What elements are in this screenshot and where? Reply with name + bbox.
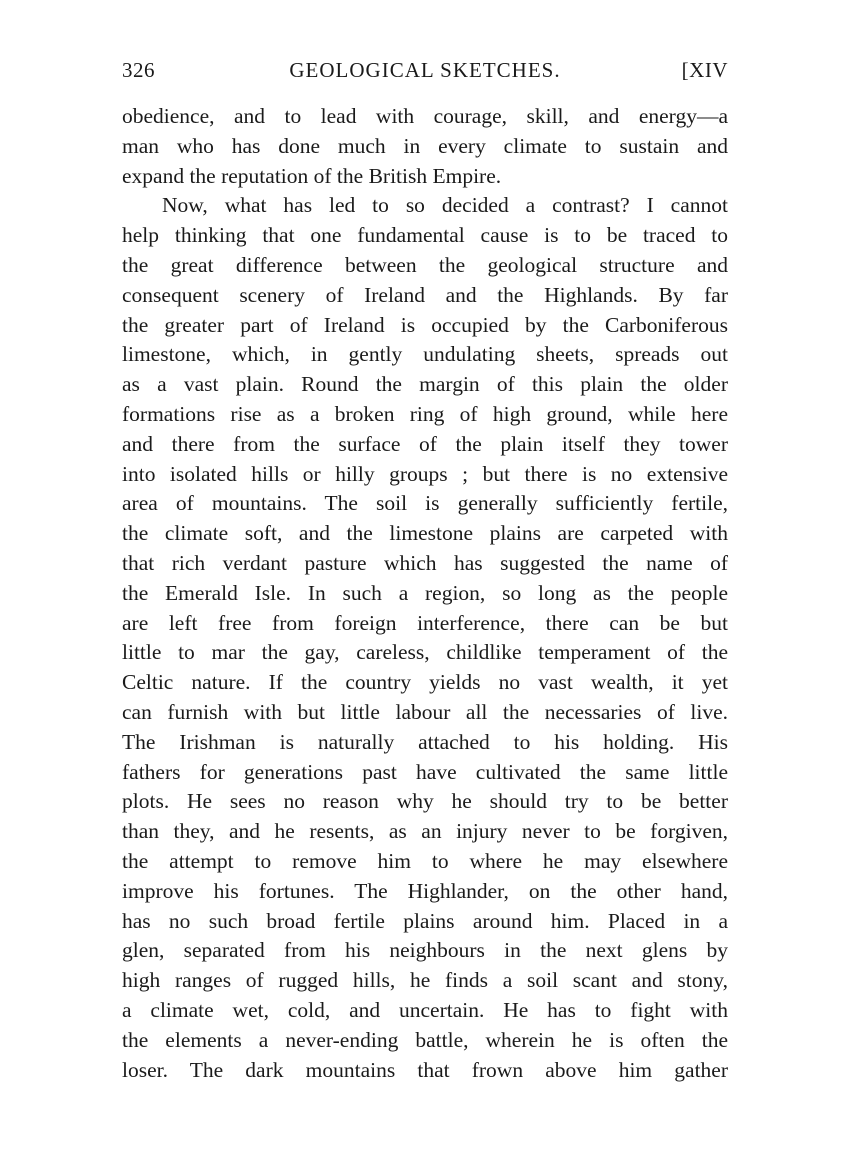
text-line: loser. The dark mountains that frown above him gather bbox=[122, 1057, 728, 1082]
text-line: that rich verdant pasture which has suggested the name of bbox=[122, 550, 728, 575]
text-line: expand the reputation of the British Empire. bbox=[122, 163, 502, 188]
page-number: 326 bbox=[122, 58, 155, 82]
text-line: fathers for generations past have cultivated the same little bbox=[122, 759, 728, 784]
text-line: formations rise as a broken ring of high ground, while here bbox=[122, 401, 728, 426]
text-line: the greater part of Ireland is occupied by the Carboniferous bbox=[122, 312, 728, 337]
text-line: a climate wet, cold, and uncertain. He has to fight with bbox=[122, 997, 728, 1022]
text-line: consequent scenery of Ireland and the Highlands. By far bbox=[122, 282, 728, 307]
text-line: the attempt to remove him to where he may elsewhere bbox=[122, 848, 728, 873]
text-line: the elements a never-ending battle, wherein he is often the bbox=[122, 1027, 728, 1052]
text-line: obedience, and to lead with courage, skill, and energy—a bbox=[122, 104, 728, 128]
text-line: the Emerald Isle. In such a region, so long as the people bbox=[122, 580, 728, 605]
text-line: Now, what has led to so decided a contrast? I cannot bbox=[162, 193, 728, 218]
text-line: limestone, which, in gently undulating sheets, spreads out bbox=[122, 342, 728, 367]
text-line: improve his fortunes. The Highlander, on the other hand, bbox=[122, 878, 728, 903]
text-line: the climate soft, and the limestone plains are carpeted with bbox=[122, 521, 728, 546]
text-line: can furnish with but little labour all the necessaries of live. bbox=[122, 699, 728, 724]
text-line: plots. He sees no reason why he should try to be better bbox=[122, 789, 728, 814]
text-line: area of mountains. The soil is generally sufficiently fertile, bbox=[122, 491, 728, 516]
text-line: are left free from foreign interference, there can be but bbox=[122, 610, 728, 635]
text-line: into isolated hills or hilly groups ; but there is no extensive bbox=[122, 461, 728, 486]
text-line: The Irishman is naturally attached to his holding. His bbox=[122, 729, 728, 754]
chapter-mark: [XIV bbox=[681, 58, 728, 82]
text-line: has no such broad fertile plains around him. Placed in a bbox=[122, 908, 728, 933]
text-line: as a vast plain. Round the margin of this plain the older bbox=[122, 372, 728, 397]
text-line: and there from the surface of the plain itself they tower bbox=[122, 431, 728, 456]
running-title: GEOLOGICAL SKETCHES. bbox=[289, 58, 561, 82]
text-line: little to mar the gay, careless, childlike temperament of the bbox=[122, 640, 728, 665]
text-line: man who has done much in every climate to sustain and bbox=[122, 133, 728, 158]
text-line: glen, separated from his neighbours in the next glens by bbox=[122, 938, 728, 963]
body-text bbox=[122, 102, 728, 1085]
text-line: the great difference between the geological structure and bbox=[122, 252, 728, 277]
text-line: help thinking that one fundamental cause is to be traced to bbox=[122, 223, 728, 248]
text-line: Celtic nature. If the country yields no vast wealth, it yet bbox=[122, 670, 728, 695]
text-line: than they, and he resents, as an injury never to be forgiven, bbox=[122, 819, 728, 844]
page-header bbox=[122, 58, 728, 92]
text-line: high ranges of rugged hills, he finds a soil scant and stony, bbox=[122, 968, 728, 993]
